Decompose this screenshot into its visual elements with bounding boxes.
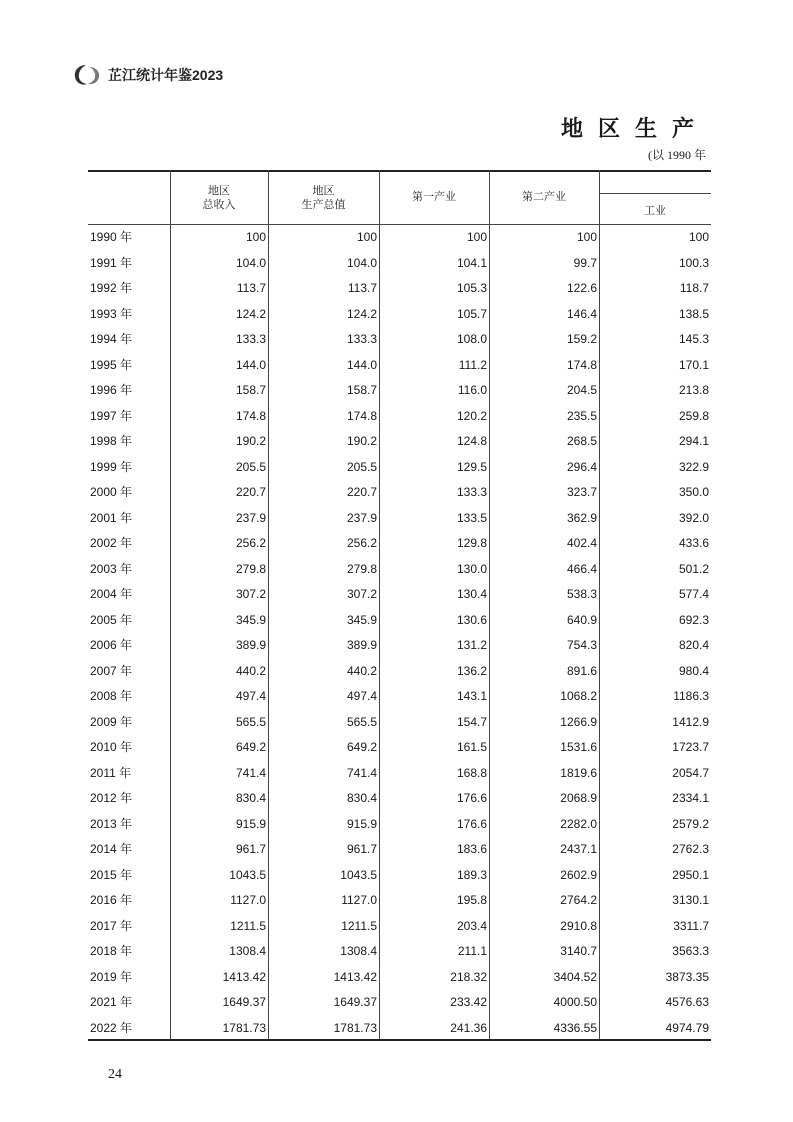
table-cell: 158.7 xyxy=(346,383,377,397)
table-cell: 1068.2 xyxy=(560,689,597,703)
page-subtitle: (以 1990 年 xyxy=(648,148,706,162)
table-cell: 144.0 xyxy=(235,357,266,372)
table-cell: 565.5 xyxy=(346,714,377,729)
table-cell: 122.6 xyxy=(566,281,597,295)
table-cell: 176.6 xyxy=(456,816,487,831)
table-cell: 392.0 xyxy=(678,510,709,525)
table-cell: 113.7 xyxy=(236,281,266,295)
table-cell: 131.2 xyxy=(456,638,487,652)
table-cell: 1211.5 xyxy=(230,918,266,933)
table-cell: 120.2 xyxy=(456,408,487,423)
table-cell: 362.9 xyxy=(566,510,597,525)
table-cell: 176.6 xyxy=(456,791,487,805)
table-cell: 205.5 xyxy=(346,459,377,474)
table-cell: 129.5 xyxy=(456,459,487,474)
table-cell: 259.8 xyxy=(678,408,709,423)
table-cell: 129.8 xyxy=(456,536,487,550)
table-top-rule xyxy=(88,170,711,172)
table-cell: 136.2 xyxy=(456,663,487,678)
row-year: 2019 年 xyxy=(90,969,133,984)
table-row xyxy=(88,251,711,277)
table-cell: 145.3 xyxy=(678,332,709,346)
row-year: 2005 年 xyxy=(90,612,133,627)
table-row xyxy=(88,1016,711,1042)
table-cell: 268.5 xyxy=(566,434,597,448)
table-cell: 402.4 xyxy=(566,536,597,550)
subheader-rule xyxy=(599,193,711,194)
table-cell: 100 xyxy=(356,230,377,244)
table-row xyxy=(88,761,711,787)
table-cell: 565.5 xyxy=(235,714,266,729)
table-row xyxy=(88,404,711,430)
table-cell: 130.0 xyxy=(456,561,487,576)
table-row xyxy=(88,633,711,659)
page-header xyxy=(72,62,223,88)
table-row xyxy=(88,276,711,302)
table-cell: 915.9 xyxy=(346,816,377,831)
table-row xyxy=(88,531,711,557)
table-cell: 1266.9 xyxy=(560,714,597,729)
table-cell: 961.7 xyxy=(235,842,266,856)
table-cell: 296.4 xyxy=(566,459,597,474)
table-cell: 1127.0 xyxy=(230,893,266,907)
table-cell: 233.42 xyxy=(450,995,487,1009)
table-cell: 237.9 xyxy=(346,510,377,525)
table-cell: 1412.9 xyxy=(672,714,709,729)
table-cell: 741.4 xyxy=(235,765,266,780)
table-cell: 3130.1 xyxy=(672,893,709,907)
table-cell: 168.8 xyxy=(456,765,487,780)
row-year: 2012 年 xyxy=(90,791,133,805)
row-year: 2004 年 xyxy=(90,587,133,601)
table-cell: 146.4 xyxy=(566,306,597,321)
table-row xyxy=(88,353,711,379)
table-cell: 1819.6 xyxy=(560,765,597,780)
table-cell: 1723.7 xyxy=(672,740,709,754)
table-cell: 345.9 xyxy=(235,612,266,627)
table-cell: 174.8 xyxy=(346,408,377,423)
table-cell: 241.36 xyxy=(450,1020,487,1035)
table-cell: 961.7 xyxy=(346,842,377,856)
table-cell: 3404.52 xyxy=(553,969,597,984)
row-year: 1992 年 xyxy=(90,281,133,295)
table-cell: 104.0 xyxy=(346,255,377,270)
row-year: 1994 年 xyxy=(90,332,133,346)
table-body xyxy=(88,225,711,1041)
table-cell: 124.2 xyxy=(346,306,377,321)
table-cell: 497.4 xyxy=(235,689,266,703)
row-year: 2013 年 xyxy=(90,816,133,831)
table-row xyxy=(88,480,711,506)
table-cell: 2282.0 xyxy=(560,816,597,831)
page-title: 地区生产 xyxy=(560,116,709,142)
table-cell: 104.1 xyxy=(456,255,487,270)
table-cell: 350.0 xyxy=(678,485,709,499)
table-cell: 203.4 xyxy=(456,918,487,933)
table-cell: 143.1 xyxy=(456,689,487,703)
table-cell: 440.2 xyxy=(235,663,266,678)
row-year: 2009 年 xyxy=(90,714,133,729)
row-year: 2021 年 xyxy=(90,995,133,1009)
table-cell: 820.4 xyxy=(678,638,709,652)
table-cell: 440.2 xyxy=(346,663,377,678)
table-row xyxy=(88,786,711,812)
table-row xyxy=(88,327,711,353)
row-year: 2018 年 xyxy=(90,944,133,958)
table-cell: 154.7 xyxy=(456,714,487,729)
table-row xyxy=(88,455,711,481)
header-total-income: 地区 总收入 xyxy=(202,185,236,211)
table-row xyxy=(88,378,711,404)
table-cell: 501.2 xyxy=(678,561,709,576)
row-year: 2010 年 xyxy=(90,740,133,754)
table-row xyxy=(88,659,711,685)
table-cell: 138.5 xyxy=(678,306,709,321)
table-cell: 105.7 xyxy=(456,306,487,321)
table-cell: 4000.50 xyxy=(553,995,597,1009)
row-year: 2000 年 xyxy=(90,485,133,499)
table-cell: 1413.42 xyxy=(222,969,266,984)
table-cell: 1413.42 xyxy=(333,969,377,984)
table-cell: 124.2 xyxy=(235,306,266,321)
table-cell: 2762.3 xyxy=(672,842,709,856)
table-cell: 100.3 xyxy=(678,255,709,270)
table-cell: 1043.5 xyxy=(340,867,377,882)
table-cell: 279.8 xyxy=(346,561,377,576)
row-year: 2003 年 xyxy=(90,561,133,576)
table-cell: 649.2 xyxy=(235,740,266,754)
table-cell: 133.3 xyxy=(346,332,377,346)
table-cell: 2602.9 xyxy=(560,867,597,882)
table-row xyxy=(88,939,711,965)
table-row xyxy=(88,888,711,914)
table-cell: 294.1 xyxy=(678,434,709,448)
table-row xyxy=(88,965,711,991)
table-cell: 279.8 xyxy=(235,561,266,576)
table-cell: 174.8 xyxy=(235,408,266,423)
table-cell: 4974.79 xyxy=(665,1020,709,1035)
row-year: 1991 年 xyxy=(90,255,133,270)
table-cell: 2910.8 xyxy=(560,918,597,933)
table-cell: 2950.1 xyxy=(672,867,709,882)
table-cell: 1649.37 xyxy=(333,995,377,1009)
table-cell: 220.7 xyxy=(346,485,377,499)
table-cell: 3311.7 xyxy=(673,918,709,933)
row-year: 2016 年 xyxy=(90,893,133,907)
table-cell: 218.32 xyxy=(450,969,487,984)
table-cell: 307.2 xyxy=(235,587,266,601)
table-cell: 692.3 xyxy=(678,612,709,627)
row-year: 2015 年 xyxy=(90,867,133,882)
table-cell: 577.4 xyxy=(678,587,709,601)
table-cell: 466.4 xyxy=(566,561,597,576)
table-row xyxy=(88,582,711,608)
table-cell: 741.4 xyxy=(346,765,377,780)
row-year: 2006 年 xyxy=(90,638,133,652)
table-cell: 195.8 xyxy=(456,893,487,907)
table-cell: 389.9 xyxy=(346,638,377,652)
table-cell: 183.6 xyxy=(456,842,487,856)
table-row xyxy=(88,506,711,532)
table-cell: 3873.35 xyxy=(665,969,709,984)
yearbook-logo-icon xyxy=(72,62,102,88)
table-cell: 1211.5 xyxy=(341,918,377,933)
table-cell: 389.9 xyxy=(235,638,266,652)
table-cell: 2579.2 xyxy=(672,816,709,831)
table-cell: 1781.73 xyxy=(222,1020,266,1035)
table-cell: 915.9 xyxy=(235,816,266,831)
table-cell: 220.7 xyxy=(235,485,266,499)
table-cell: 113.7 xyxy=(347,281,377,295)
table-cell: 830.4 xyxy=(346,791,377,805)
table-cell: 133.5 xyxy=(456,510,487,525)
table-cell: 100 xyxy=(466,230,487,244)
table-row xyxy=(88,863,711,889)
table-row xyxy=(88,914,711,940)
table-cell: 1531.6 xyxy=(560,740,597,754)
table-cell: 100 xyxy=(688,230,709,244)
table-cell: 3140.7 xyxy=(560,944,597,958)
table-cell: 1781.73 xyxy=(333,1020,377,1035)
table-row xyxy=(88,557,711,583)
table-cell: 235.5 xyxy=(566,408,597,423)
row-year: 1996 年 xyxy=(90,383,133,397)
table-cell: 497.4 xyxy=(346,689,377,703)
table-cell: 161.5 xyxy=(456,740,487,754)
table-cell: 116.0 xyxy=(457,383,487,397)
table-cell: 3563.3 xyxy=(672,944,709,958)
table-cell: 830.4 xyxy=(235,791,266,805)
table-cell: 105.3 xyxy=(456,281,487,295)
table-row xyxy=(88,710,711,736)
table-cell: 133.3 xyxy=(235,332,266,346)
row-year: 2007 年 xyxy=(90,663,133,678)
row-year: 1990 年 xyxy=(90,230,133,244)
table-cell: 100 xyxy=(245,230,266,244)
table-cell: 1308.4 xyxy=(229,944,266,958)
table-cell: 1127.0 xyxy=(341,893,377,907)
header-primary-industry: 第一产业 xyxy=(412,191,456,203)
table-row xyxy=(88,429,711,455)
row-year: 1998 年 xyxy=(90,434,133,448)
table-cell: 104.0 xyxy=(235,255,266,270)
table-cell: 345.9 xyxy=(346,612,377,627)
row-year: 1999 年 xyxy=(90,459,133,474)
table-cell: 204.5 xyxy=(566,383,597,397)
table-cell: 158.7 xyxy=(235,383,266,397)
table-row xyxy=(88,812,711,838)
table-cell: 980.4 xyxy=(678,663,709,678)
table-row xyxy=(88,608,711,634)
table-cell: 1308.4 xyxy=(340,944,377,958)
table-cell: 256.2 xyxy=(346,536,377,550)
row-year: 2001 年 xyxy=(90,510,133,525)
table-row xyxy=(88,837,711,863)
table-cell: 2764.2 xyxy=(560,893,597,907)
table-cell: 307.2 xyxy=(346,587,377,601)
table-cell: 237.9 xyxy=(235,510,266,525)
table-cell: 754.3 xyxy=(566,638,597,652)
table-cell: 891.6 xyxy=(566,663,597,678)
row-year: 2002 年 xyxy=(90,536,133,550)
table-cell: 640.9 xyxy=(566,612,597,627)
table-row xyxy=(88,735,711,761)
row-year: 2011 年 xyxy=(90,765,132,780)
table-cell: 2437.1 xyxy=(560,842,597,856)
table-cell: 649.2 xyxy=(346,740,377,754)
table-cell: 133.3 xyxy=(456,485,487,499)
table-cell: 211.1 xyxy=(457,944,487,958)
table-cell: 538.3 xyxy=(566,587,597,601)
table-cell: 1649.37 xyxy=(222,995,266,1009)
row-year: 1993 年 xyxy=(90,306,133,321)
table-cell: 190.2 xyxy=(235,434,266,448)
table-cell: 213.8 xyxy=(678,383,709,397)
table-cell: 111.2 xyxy=(458,357,487,372)
table-cell: 1043.5 xyxy=(229,867,266,882)
table-cell: 189.3 xyxy=(456,867,487,882)
table-cell: 4336.55 xyxy=(553,1020,597,1035)
table-cell: 2334.1 xyxy=(672,791,709,805)
table-cell: 118.7 xyxy=(679,281,709,295)
header-gdp: 地区 生产总值 xyxy=(301,185,346,211)
table-cell: 433.6 xyxy=(678,536,709,550)
table-cell: 322.9 xyxy=(678,459,709,474)
row-year: 1995 年 xyxy=(90,357,133,372)
page-number: 24 xyxy=(108,1067,122,1082)
table-cell: 159.2 xyxy=(566,332,597,346)
table-cell: 256.2 xyxy=(235,536,266,550)
table-cell: 108.0 xyxy=(456,332,487,346)
table-cell: 130.4 xyxy=(456,587,487,601)
table-row xyxy=(88,225,711,251)
table-cell: 323.7 xyxy=(566,485,597,499)
row-year: 1997 年 xyxy=(90,408,133,423)
table-cell: 170.1 xyxy=(678,357,709,372)
table-row xyxy=(88,684,711,710)
table-cell: 2054.7 xyxy=(672,765,709,780)
table-cell: 2068.9 xyxy=(560,791,597,805)
row-year: 2022 年 xyxy=(90,1020,133,1035)
table-cell: 190.2 xyxy=(346,434,377,448)
row-year: 2008 年 xyxy=(90,689,133,703)
book-title: 芷江统计年鉴2023 xyxy=(108,67,224,83)
table-cell: 99.7 xyxy=(573,255,597,270)
table-cell: 100 xyxy=(576,230,597,244)
table-cell: 144.0 xyxy=(346,357,377,372)
table-cell: 1186.3 xyxy=(673,689,709,703)
table-row xyxy=(88,990,711,1016)
header-industry: 工业 xyxy=(644,205,666,217)
table-cell: 4576.63 xyxy=(665,995,709,1009)
header-secondary-industry: 第二产业 xyxy=(522,191,566,203)
row-year: 2017 年 xyxy=(90,918,133,933)
row-year: 2014 年 xyxy=(90,842,133,856)
table-cell: 130.6 xyxy=(456,612,487,627)
table-row xyxy=(88,302,711,328)
table-cell: 205.5 xyxy=(235,459,266,474)
table-cell: 174.8 xyxy=(566,357,597,372)
table-cell: 124.8 xyxy=(456,434,487,448)
